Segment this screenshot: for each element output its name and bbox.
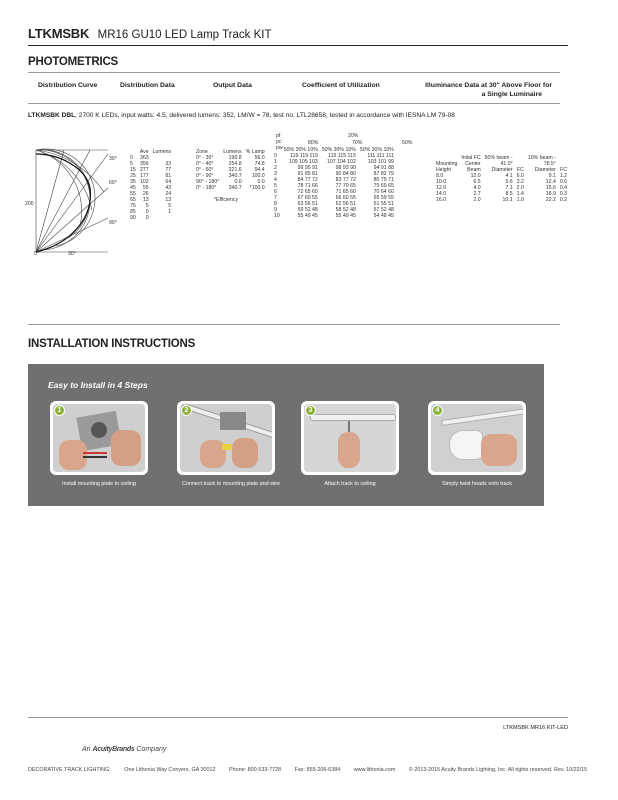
illum-cell: 22.2: [545, 197, 556, 203]
cu-cell: 50% 30% 10%: [321, 147, 356, 153]
illum-cell: 7.1: [505, 185, 513, 191]
cu-cell: 83 77 72: [335, 177, 356, 183]
illum-cell: Diameter: [534, 167, 556, 173]
output-cell: 0° - 30°: [196, 155, 214, 161]
cu-cell: 62 56 51: [335, 201, 356, 207]
dist-cell: 0: [145, 209, 149, 215]
footer-copyright: © 2013-2015 Acuity Brands Lighting, Inc. All rights reserved. Rev. 10/22/15: [408, 767, 588, 773]
illum-cell: 14.0: [436, 191, 447, 197]
illum-cell: 2.7: [473, 191, 481, 197]
product-subtitle: MR16 GU10 LED Lamp Track KIT: [97, 29, 272, 41]
dist-cell: 90: [130, 215, 136, 221]
cu-pf: pf: [276, 133, 281, 139]
dist-cell: 356: [139, 161, 149, 167]
output-cell: 0° - 180°: [196, 185, 217, 191]
dist-cell: 13: [142, 197, 149, 203]
output-cell: 321.6: [228, 167, 242, 173]
curve-label-60: 60°: [109, 180, 117, 186]
step-3-card: [301, 401, 399, 475]
cu-group-20: 20%: [348, 133, 359, 139]
photometrics-title: PHOTOMETRICS: [28, 56, 119, 68]
cu-cell: 4: [274, 177, 277, 183]
step-4-card: [428, 401, 526, 475]
dist-cell: [151, 215, 173, 221]
illum-cell: Height: [436, 167, 451, 173]
cu-cell: 66 60 55: [335, 195, 356, 201]
output-data-table: [194, 149, 267, 191]
col-output-data: Output Data: [213, 82, 252, 89]
illum-cell: 1.2: [559, 173, 568, 179]
illum-cell: 5.6: [505, 179, 513, 185]
cu-cell: 80 75 71: [373, 177, 394, 183]
illum-cell: 0.6: [559, 179, 568, 185]
cu-group-70: 70%: [352, 140, 363, 146]
cu-cell: 75 69 65: [373, 183, 394, 189]
illum-cell: Beam: [467, 167, 481, 173]
distribution-curve-graph: [30, 148, 110, 258]
output-cell: 254.8: [228, 161, 242, 167]
curve-label-30deg: 30°: [68, 251, 76, 257]
cu-cell: 87 82 79: [373, 171, 394, 177]
illum-cell: 78.5°: [543, 161, 556, 167]
output-cell: 0.0: [234, 179, 242, 185]
illum-cell: Center: [465, 161, 481, 167]
illum-cell: 6.0: [516, 173, 524, 179]
cu-cell: 71 65 60: [335, 189, 356, 195]
output-row: [194, 185, 267, 191]
cu-cell: 5: [274, 183, 277, 189]
footer-address: One Lithonia Way Conyers, GA 30012: [124, 767, 216, 773]
curve-label-200: 200: [25, 201, 34, 207]
output-cell: Lumens: [223, 149, 242, 155]
dist-cell: 363: [139, 155, 149, 161]
product-code: LTKMSBK: [28, 26, 90, 41]
step-4-number: 4: [432, 405, 443, 416]
step-2-number: 2: [181, 405, 192, 416]
installation-title: INSTALLATION INSTRUCTIONS: [28, 338, 196, 350]
cu-pw: pw: [276, 145, 283, 151]
illum-cell: 6.5: [473, 179, 481, 185]
illum-cell: 8.5: [505, 191, 513, 197]
illum-cell: 3.2: [516, 179, 524, 185]
cu-cell: 67 60 55: [297, 195, 318, 201]
cu-group-50: 50%: [402, 140, 413, 146]
photometric-description: [28, 112, 455, 119]
output-cell: 56.0: [254, 155, 265, 161]
illum-cell: 12.0: [436, 185, 447, 191]
illum-cell: FC: [560, 167, 568, 173]
dist-cell: 55: [130, 191, 136, 197]
output-cell: 94.4: [254, 167, 265, 173]
output-cell: 90° - 180°: [196, 179, 220, 185]
dist-cell: 1: [168, 209, 172, 215]
col-illuminance-2: a Single Luminaire: [481, 91, 542, 98]
distribution-data-table: [128, 149, 173, 221]
cu-cell: 63 56 51: [297, 201, 318, 207]
footer-fax: Fax: 855-206-6384: [294, 767, 341, 773]
cu-cell: 98 93 90: [335, 165, 356, 171]
cu-cell: 119 119 119: [290, 153, 318, 159]
footer-code: LTKMSBK MR16 KIT-LED: [503, 725, 568, 731]
curve-label-90: 90°: [109, 220, 117, 226]
illum-cell: 9.1: [548, 173, 556, 179]
cu-cell: 111 111 111: [367, 153, 394, 159]
step-2-caption: Connect track to mounting plate and wire: [182, 481, 280, 487]
cu-cell: 91 85 81: [297, 171, 318, 177]
output-cell: Zone: [196, 149, 208, 155]
cu-cell: 78 71 66: [297, 183, 318, 189]
dist-cell: 81: [165, 173, 172, 179]
dist-row: [128, 215, 173, 221]
cu-cell: 99 95 91: [297, 165, 318, 171]
illum-cell: 41.0°: [500, 161, 513, 167]
dist-cell: 35: [130, 179, 136, 185]
cu-cell: 72 65 60: [297, 189, 318, 195]
dist-cell: 102: [139, 179, 149, 185]
illum-cell: Diameter: [491, 167, 513, 173]
divider: [28, 324, 560, 325]
footer-divider: [28, 717, 568, 718]
col-cu: Coefficient of Utilization: [302, 82, 380, 89]
cu-cell: 61 55 51: [373, 201, 394, 207]
desc-bold: LTKMSBK DBL: [28, 112, 76, 119]
step-3-number: 3: [305, 405, 316, 416]
logo-prefix: An: [82, 746, 91, 753]
illum-cell: 10.0: [436, 179, 447, 185]
cu-pc: pc: [276, 139, 282, 145]
installation-panel: [28, 364, 544, 506]
cu-cell: 94 91 88: [373, 165, 394, 171]
cu-cell: 107 104 102: [326, 159, 356, 165]
output-cell: 340.7: [228, 173, 242, 179]
illum-cell: 18.9: [545, 191, 556, 197]
cu-cell: 65 59 55: [373, 195, 394, 201]
dist-cell: 45: [130, 185, 136, 191]
dist-cell: 0: [145, 215, 149, 221]
cu-cell: 8: [274, 201, 277, 207]
cu-cell: 50% 30% 10%: [283, 147, 318, 153]
illum-cell: FC: [516, 167, 524, 173]
output-cell: 0.0: [257, 179, 265, 185]
step-1-card: [50, 401, 148, 475]
col-distribution-data: Distribution Data: [120, 82, 175, 89]
dist-cell: 85: [130, 209, 136, 215]
dist-cell: 5: [130, 161, 133, 167]
step-3-photo: [304, 404, 396, 472]
illum-cell: 1.4: [516, 191, 524, 197]
dist-cell: 5: [145, 203, 149, 209]
illuminance-table: [434, 155, 569, 203]
step-4-photo: [431, 404, 523, 472]
illum-cell: 4.1: [505, 173, 513, 179]
cu-cell: 57 52 48: [373, 207, 394, 213]
illum-cell: Mounting: [436, 161, 458, 167]
step-1-photo: [53, 404, 145, 472]
dist-cell: 15: [130, 167, 136, 173]
efficiency-note: *Efficiency: [214, 197, 239, 203]
step-2-card: [177, 401, 275, 475]
logo-suffix: Company: [136, 746, 167, 753]
cu-cell: 109 105 103: [288, 159, 318, 165]
illum-cell: 12.4: [545, 179, 556, 185]
illum-cell: 0.2: [559, 197, 568, 203]
cu-cell: 115 115 115: [328, 153, 356, 159]
output-cell: 0° - 60°: [196, 167, 214, 173]
footer-contact-line: [28, 767, 599, 773]
cu-cell: 90 84 80: [335, 171, 356, 177]
output-cell: 0° - 40°: [196, 161, 214, 167]
cu-group-80: 80%: [308, 140, 319, 146]
cu-cell: 9: [274, 207, 277, 213]
step-3-caption: Attach track to ceiling: [324, 481, 376, 487]
illum-cell: 10% beam -: [527, 155, 556, 161]
cu-cell: 55 49 45: [335, 213, 356, 219]
output-cell: *100.0: [249, 185, 265, 191]
dist-cell: 5: [168, 203, 172, 209]
dist-cell: 43: [165, 185, 172, 191]
col-distribution-curve: Distribution Curve: [38, 82, 98, 89]
illum-cell: 50% beam -: [484, 155, 513, 161]
illum-cell: 16.0: [436, 197, 447, 203]
illum-cell: 2.0: [473, 197, 481, 203]
output-cell: 74.8: [254, 161, 265, 167]
dist-cell: 177: [139, 173, 149, 179]
cu-row: [272, 213, 396, 219]
output-cell: 190.8: [228, 155, 242, 161]
illum-cell: 2.0: [516, 185, 524, 191]
cu-cell: 3: [274, 171, 277, 177]
divider: [28, 103, 560, 104]
cu-cell: 6: [274, 189, 277, 195]
cu-cell: 70 64 60: [373, 189, 394, 195]
dist-cell: 26: [142, 191, 149, 197]
dist-cell: 33: [165, 161, 172, 167]
dist-cell: 0: [130, 155, 133, 161]
dist-cell: Ave: [139, 149, 149, 155]
step-2-photo: [180, 404, 272, 472]
illum-cell: 12.0: [470, 173, 481, 179]
installation-heading: Easy to Install in 4 Steps: [48, 380, 148, 390]
output-cell: 0° - 90°: [196, 173, 214, 179]
illum-cell: 8.0: [436, 173, 444, 179]
output-cell: 340.7: [228, 185, 242, 191]
cu-cell: 10: [274, 213, 280, 219]
logo-brand: AcuityBrands: [92, 746, 135, 753]
output-cell: 100.0: [251, 173, 265, 179]
cu-cell: 84 77 72: [297, 177, 318, 183]
step-1-caption: Install mounting plate to ceiling: [62, 481, 136, 487]
illum-cell: 10.1: [502, 197, 513, 203]
dist-cell: 24: [165, 191, 172, 197]
dist-cell: 13: [165, 197, 172, 203]
dist-cell: 25: [130, 173, 136, 179]
illum-cell: 0.4: [559, 185, 568, 191]
cu-cell: 7: [274, 195, 277, 201]
dist-cell: Lumens: [152, 149, 172, 155]
acuity-logo: [82, 746, 166, 753]
cu-cell: 0: [274, 153, 277, 159]
cu-cell: 50% 30% 10%: [359, 147, 394, 153]
output-cell: % Lamp: [245, 149, 265, 155]
dist-cell: 55: [142, 185, 149, 191]
footer-phone: Phone: 800-533-7728: [228, 767, 282, 773]
title-bar: [28, 25, 568, 46]
cu-cell: 59 52 48: [297, 207, 318, 213]
cu-cell: 1: [274, 159, 277, 165]
footer-division: DECORATIVE TRACK LIGHTING:: [28, 767, 111, 773]
dist-cell: 65: [130, 197, 136, 203]
illum-cell: 1.0: [516, 197, 524, 203]
cu-cell: 54 48 45: [373, 213, 394, 219]
cu-cell: 58 52 48: [335, 207, 356, 213]
step-4-caption: Simply twist heads onto track: [442, 481, 512, 487]
cu-cell: 103 101 99: [367, 159, 394, 165]
curve-label-0deg: 0°: [34, 251, 39, 257]
illum-row: [434, 197, 569, 203]
dist-cell: 277: [139, 167, 149, 173]
footer-web[interactable]: www.lithonia.com: [353, 767, 396, 773]
dist-cell: 77: [165, 167, 172, 173]
dist-cell: 64: [165, 179, 172, 185]
desc-text: , 2700 K LEDs, input watts: 4.5, delivered lumens: 352, LM/W = 78, test no. LTL28658, tested in accordance with IESNA LM 79-08: [75, 112, 455, 119]
curve-label-30: 30°: [109, 156, 117, 162]
cu-cell: 77 70 65: [335, 183, 356, 189]
cu-cell: 55 49 45: [297, 213, 318, 219]
illum-cell: 0.3: [559, 191, 568, 197]
illum-cell: 15.6: [545, 185, 556, 191]
illum-cell: Inital FC: [461, 155, 481, 161]
divider: [28, 72, 560, 73]
col-illuminance: Illuminance Data at 30" Above Floor for: [425, 82, 552, 89]
cu-cell: 2: [274, 165, 277, 171]
dist-cell: 75: [130, 203, 136, 209]
step-1-number: 1: [54, 405, 65, 416]
illum-cell: 4.0: [473, 185, 481, 191]
